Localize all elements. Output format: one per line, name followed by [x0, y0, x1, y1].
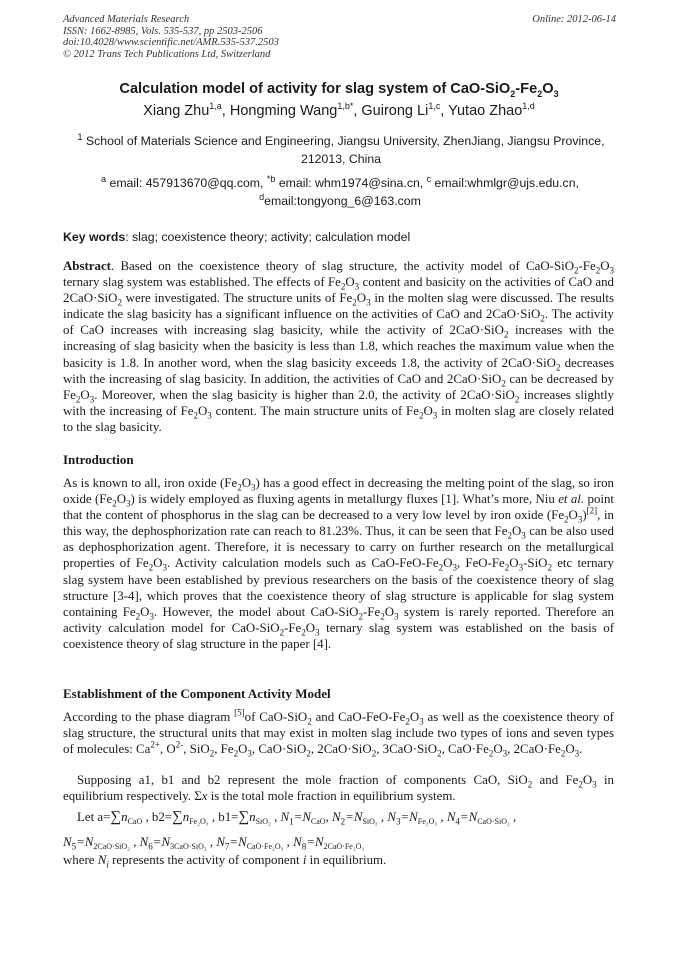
- equation-line-1: Let $a=\sum n_{CaO}$ , $b2=\sum n_{Fe_2O_3}$ , $b1=\sum n_{SiO_2}$ , $N_1=N_{CaO}$, $N_2=N_{SiO_2}$ , $N_3=N_{Fe_2O_3}$ , $N_4=N_{CaO\cdot SiO_2}$ ,: [77, 809, 517, 827]
- keywords: Key words: slag; coexistence theory; activity; calculation model: [63, 230, 411, 244]
- copyright: © 2012 Trans Tech Publications Ltd, Switzerland: [63, 48, 271, 60]
- paper-title: Calculation model of activity for slag system of CaO-$SiO_2-Fe_2O_3$: [119, 81, 559, 99]
- author-list: Xiang Zhu$^{1,a}$, Hongming Wang$^{1,b*}$, Guirong Li$^{1,c}$, Yutao Zhao$^{1,d}$: [143, 101, 535, 119]
- journal-header: [63, 14, 279, 60]
- author: Hongming Wang: [229, 103, 338, 119]
- author: Yutao Zhao: [448, 103, 523, 119]
- author: Guirong Li: [361, 103, 429, 119]
- online-date: Online: 2012-06-14: [532, 14, 616, 25]
- model-paragraph-2: Supposing a1, b1 and b2 represent the mole fraction of components CaO, SiO$_2$ and $Fe_2O_3$ in equilibrium respectively. Σx is the total mole fraction in equilibrium system.: [63, 773, 614, 804]
- doi: doi:10.4028/www.scientific.net/AMR.535-537.2503: [63, 37, 279, 48]
- issn: ISSN: 1662-8985, Vols. 535-537, pp 2503-2506: [63, 25, 263, 37]
- section-heading-introduction: Introduction: [63, 452, 134, 467]
- model-paragraph-3: where $N_i$ represents the activity of component i in equilibrium.: [63, 853, 387, 870]
- section-heading-model: Establishment of the Component Activity Model: [63, 686, 331, 701]
- model-paragraph: According to the phase diagram [5]of CaO-SiO$_2$ and CaO-$FeO-Fe_2O_3$ as well as the coexistence theory of slag structure, the structural units that may exist in molten slag include two types of ions and seven types of molecules: $Ca^{2+}$, $O^{2-}$, SiO$_2$, $Fe_2O_3$, CaO·SiO$_2$, 2CaO·SiO$_2$, 3CaO·SiO$_2$, $CaO\cdot Fe_2O_3$, $2CaO\cdot Fe_2O_3$.: [63, 707, 614, 759]
- introduction-paragraph: As is known to all, iron oxide $(Fe_2O_3)$ has a good effect in decreasing the melting point of the slag, so iron oxide $(Fe_2O_3)$ is widely employed as fluxing agents in metallurgy fluxes [1]. What’s more, Niu et al. point that the content of phosphorus in the slag can be decreased to a very low level by iron oxide $(Fe_2O_3)[2]$, in this way, the dephosphorization rate can reach to 81.23%. Thus, it can be seen that $Fe_2O_3$ can be also used as dephosphorization agent. Therefore, it is necessary to carry on further research on the metallurgical properties of $Fe_2O_3$. Activity calculation models such as CaO-$FeO-Fe_2O_3$, FeO-$Fe_2O_3-SiO_2$ etc ternary slag system have been established by previous researchers on the basis of the coexistence theory of slag structure [3-4], which proves that the coexistence theory of slag structure is applicable for slag system containing $Fe_2O_3$. However, the model about CaO-$SiO_2-Fe_2O_3$ system is rarely reported. Therefore an activity calculation model for CaO-$SiO_2-Fe_2O_3$ ternary slag system was established on the basis of coexistence theory of slag structure in the paper [4].: [63, 476, 615, 651]
- affiliation: $^1$ School of Materials Science and Engineering, Jiangsu University, ZhenJiang, Jiangsu Province, 212013, China: [77, 131, 605, 166]
- abstract: Abstract. Based on the coexistence theory of slag structure, the activity model of CaO-$SiO_2-Fe_2O_3$ ternary slag system was established. The effects of $Fe_2O_3$ content and basicity on the activities of CaO and 2CaO·SiO$_2$ were investigated. The structure units of $Fe_2O_3$ in the molten slag were discussed. The results indicate the slag basicity has a significant influence on the activities of CaO and 2CaO·SiO$_2$. The activity of CaO increases with increasing slag basicity, while the activity of 2CaO·SiO$_2$ increases with the increasing of slag basicity when the basicity is less than 1.8, which reaches the maximum value when the basicity is 1.8. In another word, when the slag basicity exceeds 1.8, the activity of 2CaO·SiO$_2$ decreases with the increasing of slag basicity. In addition, the activities of CaO and 2CaO·SiO$_2$ can be decreased by $Fe_2O_3$. Moreover, when the slag basicity is higher than 2.0, the activity of 2CaO·SiO$_2$ increases slightly with the increasing of $Fe_2O_3$ content. The main structure units of $Fe_2O_3$ in molten slag are closely related to the slag basicity.: [63, 259, 614, 434]
- author: Xiang Zhu: [143, 103, 210, 119]
- journal-name: Advanced Materials Research: [63, 14, 190, 25]
- equation-line-2: $N_5=N_{2CaO\cdot SiO_2}$ , $N_6=N_{3CaO\cdot SiO_2}$ , $N_7=N_{CaO\cdot Fe_2O_3}$ , $N_8=N_{2CaO\cdot Fe_2O_3}$: [63, 835, 365, 852]
- author-emails: $^a$ email: 457913670@qq.com, $^{*b}$ email: whm1974@sina.cn, $^c$ email:whmlgr@ujs.edu.cn, $^d$email:tongyong_6@163.com: [101, 173, 579, 208]
